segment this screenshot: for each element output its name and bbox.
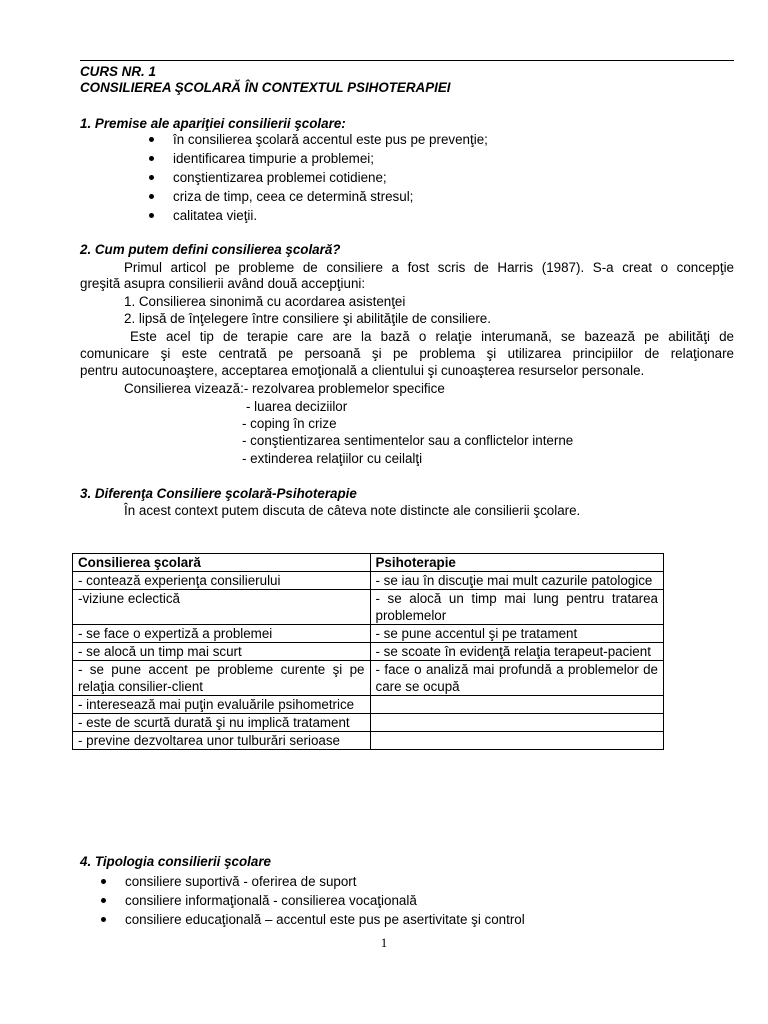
section2-heading: 2. Cum putem defini consilierea şcolară? — [80, 242, 341, 257]
table-header-row — [73, 554, 664, 572]
table-cell: - face o analiză mai profundă a problemelor de care se ocupă — [370, 661, 664, 696]
section1-heading: 1. Premise ale apariţiei consilierii şcolare: — [80, 116, 346, 131]
page-title: CONSILIEREA ŞCOLARĂ ÎN CONTEXTUL PSIHOTERAPIEI — [80, 80, 451, 95]
section2-paragraph-line: Este acel tip de terapie care are la bază o relaţie interumană, se bazează pe abilităţi de — [130, 329, 734, 344]
section2-aim-item: - luarea deciziilor — [246, 399, 348, 414]
table-header-cell: Consilierea şcolară — [73, 554, 371, 572]
section1-bullet: conştientizarea problemei cotidiene; — [173, 169, 387, 186]
table-row — [73, 696, 664, 714]
section4-bullet: consiliere informaţională - consilierea vocaţională — [125, 892, 417, 909]
course-number: CURS NR. 1 — [80, 64, 156, 79]
table-cell: - se face o expertiză a problemei — [73, 625, 371, 643]
section1-bullet: calitatea vieţii. — [173, 207, 257, 224]
section3-heading: 3. Diferenţa Consiliere şcolară-Psihoterapie — [80, 486, 357, 501]
table-header-cell: Psihoterapie — [370, 554, 664, 572]
section4-bullet: consiliere suportivă - oferirea de suport — [125, 873, 356, 890]
bullet-icon — [101, 917, 106, 922]
table-row — [73, 643, 664, 661]
table-cell: - previne dezvoltarea unor tulburări serioase — [73, 732, 371, 750]
table-cell: - interesează mai puţin evaluările psihometrice — [73, 696, 371, 714]
section2-paragraph-line: Primul articol pe probleme de consiliere a fost scris de Harris (1987). S-a creat o concepţie — [124, 260, 734, 275]
table-cell — [370, 732, 664, 750]
page-number: 1 — [380, 935, 388, 950]
table-row — [73, 572, 664, 590]
section2-list-item: 2. lipsă de înţelegere între consiliere şi abilităţile de consiliere. — [124, 311, 491, 326]
section2-list-item: 1. Consilierea sinonimă cu acordarea asistenţei — [124, 294, 406, 309]
section4-heading: 4. Tipologia consilierii şcolare — [80, 854, 272, 869]
section2-paragraph-line: comunicare şi este centrată pe persoană şi pe problema şi utilizarea principiilor de relaţionare — [80, 346, 734, 361]
bullet-icon — [101, 879, 106, 884]
top-rule — [80, 60, 734, 61]
bullet-icon — [149, 175, 154, 180]
table-row — [73, 714, 664, 732]
table-row — [73, 661, 664, 696]
table-cell: - este de scurtă durată şi nu implică tratament — [73, 714, 371, 732]
section2-aim-item: - coping în crize — [242, 416, 337, 431]
table-cell: - se iau în discuţie mai mult cazurile patologice — [370, 572, 664, 590]
bullet-icon — [149, 156, 154, 161]
section2-paragraph-line: pentru autocunoaştere, acceptarea emoţională a clientului şi cunoaşterea resurselor personale. — [80, 363, 645, 378]
section1-bullet: în consilierea şcolară accentul este pus pe prevenţie; — [173, 131, 488, 148]
section3-intro: În acest context putem discuta de câteva note distincte ale consilierii şcolare. — [124, 503, 581, 518]
table-cell: - se scoate în evidenţă relaţia terapeut-pacient — [370, 643, 664, 661]
section2-paragraph-line: greşită asupra consilierii având două accepţiuni: — [80, 276, 366, 291]
section2-aims-intro: Consilierea vizează:- rezolvarea problemelor specifice — [124, 381, 445, 396]
bullet-icon — [149, 137, 154, 142]
table-cell — [370, 714, 664, 732]
table-row — [73, 590, 664, 625]
bullet-icon — [101, 898, 106, 903]
table-cell: - se pune accent pe probleme curente şi pe relaţia consilier-client — [73, 661, 371, 696]
bullet-icon — [149, 194, 154, 199]
comparison-table — [72, 553, 664, 750]
section1-bullet: criza de timp, ceea ce determină stresul; — [173, 188, 413, 205]
table-row — [73, 625, 664, 643]
table-row — [73, 732, 664, 750]
table-cell: - se alocă un timp mai scurt — [73, 643, 371, 661]
section4-bullet: consiliere educaţională – accentul este pus pe asertivitate şi control — [125, 911, 525, 928]
table-cell — [370, 696, 664, 714]
section1-bullet: identificarea timpurie a problemei; — [173, 150, 374, 167]
table-cell: -viziune eclectică — [73, 590, 371, 625]
table-cell: - se alocă un timp mai lung pentru tratarea problemelor — [370, 590, 664, 625]
table-cell: - contează experienţa consilierului — [73, 572, 371, 590]
section2-aim-item: - extinderea relaţiilor cu ceilalţi — [242, 451, 423, 466]
table-cell: - se pune accentul şi pe tratament — [370, 625, 664, 643]
section2-aim-item: - conştientizarea sentimentelor sau a conflictelor interne — [242, 433, 574, 448]
bullet-icon — [149, 213, 154, 218]
